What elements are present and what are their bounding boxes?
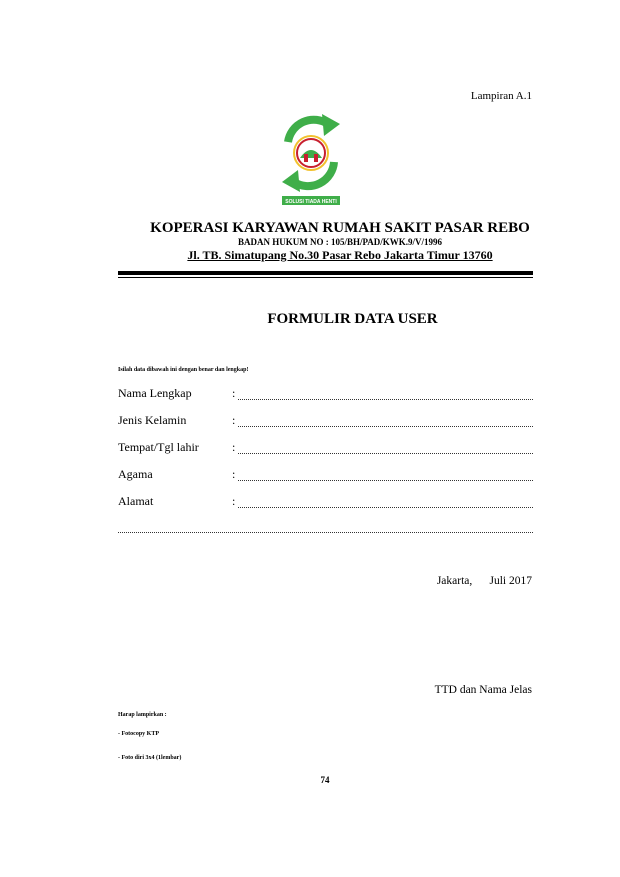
field-jenis-kelamin[interactable] xyxy=(118,413,533,431)
header-rule-thick xyxy=(118,271,533,275)
field-colon: : xyxy=(232,386,236,400)
form-instruction: Isilah data dibawah ini dengan benar dan lengkap! xyxy=(118,367,249,373)
field-colon: : xyxy=(232,467,236,481)
field-colon: : xyxy=(232,494,236,508)
field-label: Tempat/Tgl lahir xyxy=(118,440,199,454)
header-rule-thin xyxy=(118,277,533,278)
field-agama[interactable] xyxy=(118,467,533,485)
field-label: Jenis Kelamin xyxy=(118,413,187,427)
field-label: Nama Lengkap xyxy=(118,386,192,400)
field-colon: : xyxy=(232,440,236,454)
field-nama-lengkap[interactable] xyxy=(118,386,533,404)
lampiran-label: Lampiran A.1 xyxy=(470,90,532,102)
field-label: Agama xyxy=(118,467,153,481)
alamat-continuation-line[interactable] xyxy=(118,532,533,533)
field-fill-line[interactable] xyxy=(238,399,533,400)
field-fill-line[interactable] xyxy=(238,507,533,508)
field-fill-line[interactable] xyxy=(238,453,533,454)
signature-label: TTD dan Nama Jelas xyxy=(434,684,532,696)
legal-registration: BADAN HUKUM NO : 105/BH/PAD/KWK.9/V/1996 xyxy=(237,237,443,247)
field-alamat[interactable] xyxy=(118,494,533,512)
attachment-item: - Fotocopy KTP xyxy=(118,731,159,737)
logo-banner-text: SOLUSI TIADA HENTI xyxy=(285,199,337,205)
attachment-item: - Foto diri 3x4 (1lembar) xyxy=(118,755,182,761)
field-fill-line[interactable] xyxy=(238,426,533,427)
page-number: 74 xyxy=(320,775,330,785)
form-title: FORMULIR DATA USER xyxy=(267,311,438,327)
attachments-title: Harap lampirkan : xyxy=(118,712,167,718)
field-colon: : xyxy=(232,413,236,427)
field-label: Alamat xyxy=(118,494,154,508)
organization-address: Jl. TB. Simatupang No.30 Pasar Rebo Jakarta Timur 13760 xyxy=(187,248,493,262)
cooperative-logo xyxy=(276,112,346,208)
place-date: Jakarta, Juli 2017 xyxy=(436,575,532,587)
organization-name: KOPERASI KARYAWAN RUMAH SAKIT PASAR REBO xyxy=(150,220,530,236)
field-tempat-tgl-lahir[interactable] xyxy=(118,440,533,458)
field-fill-line[interactable] xyxy=(238,480,533,481)
